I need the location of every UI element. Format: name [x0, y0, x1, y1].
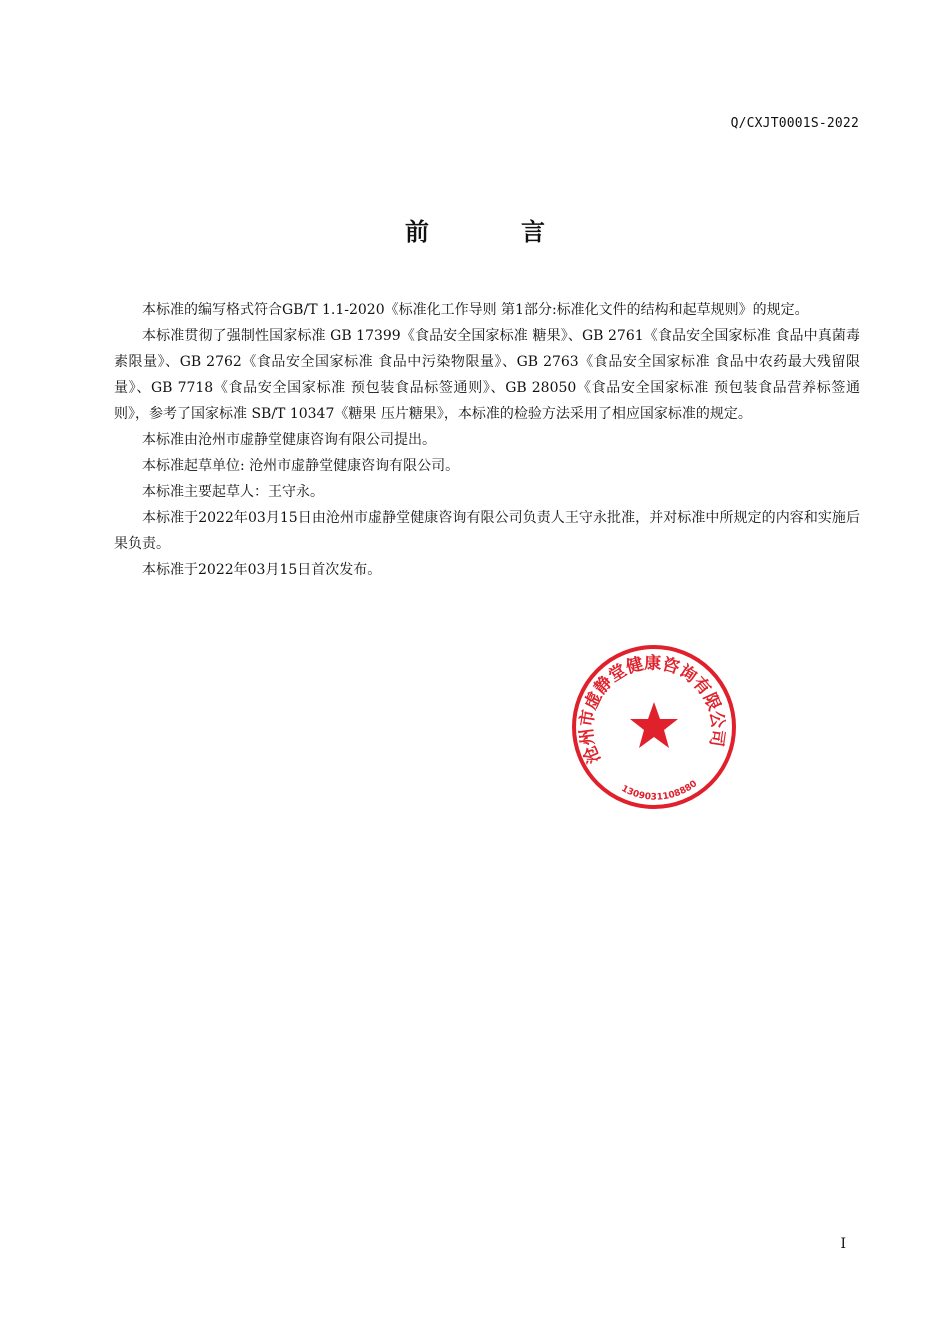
paragraph-release: 本标准于2022年03月15日首次发布。 [142, 562, 382, 578]
seal-company-name: 沧州市虚静堂健康咨询有限公司 [576, 653, 728, 767]
paragraph-format: 本标准的编写格式符合GB/T 1.1-2020《标准化工作导则 第1部分:标准化文件的结构和起草规则》的规定。 [142, 302, 809, 318]
paragraph-drafter: 本标准主要起草人：王守永。 [142, 484, 324, 500]
seal-code: 1309031108880 [619, 779, 700, 803]
page-title: 前言 [405, 218, 637, 246]
paragraph-standards: 本标准贯彻了强制性国家标准 GB 17399《食品安全国家标准 糖果》、GB 2761《食品安全国家标准 食品中真菌毒素限量》、GB 2762《食品安全国家标准 食品中污染物限量》、GB 2763《食品安全国家标准 食品中农药最大残留限量》、GB 7718《食品安全国家标准 预包装食品标签通则》、GB 28050《食品安全国家标准 预包装食品营养标签通则》，参考了国家标准 SB/T 10347《糖果 压片糖果》，本标准的检验方法采用了相应国家标准的规定。 [114, 328, 860, 422]
paragraph-proposer: 本标准由沧州市虚静堂健康咨询有限公司提出。 [142, 432, 436, 448]
page-number: I [840, 1236, 846, 1252]
document-code: Q/CXJT0001S-2022 [730, 116, 859, 131]
foreword-content [114, 297, 860, 583]
paragraph-approval: 本标准于2022年03月15日由沧州市虚静堂健康咨询有限公司负责人王守永批准，并对标准中所规定的内容和实施后果负责。 [114, 510, 860, 552]
company-seal [569, 642, 739, 812]
star-icon [630, 702, 678, 748]
paragraph-drafting-unit: 本标准起草单位: 沧州市虚静堂健康咨询有限公司。 [142, 458, 460, 474]
